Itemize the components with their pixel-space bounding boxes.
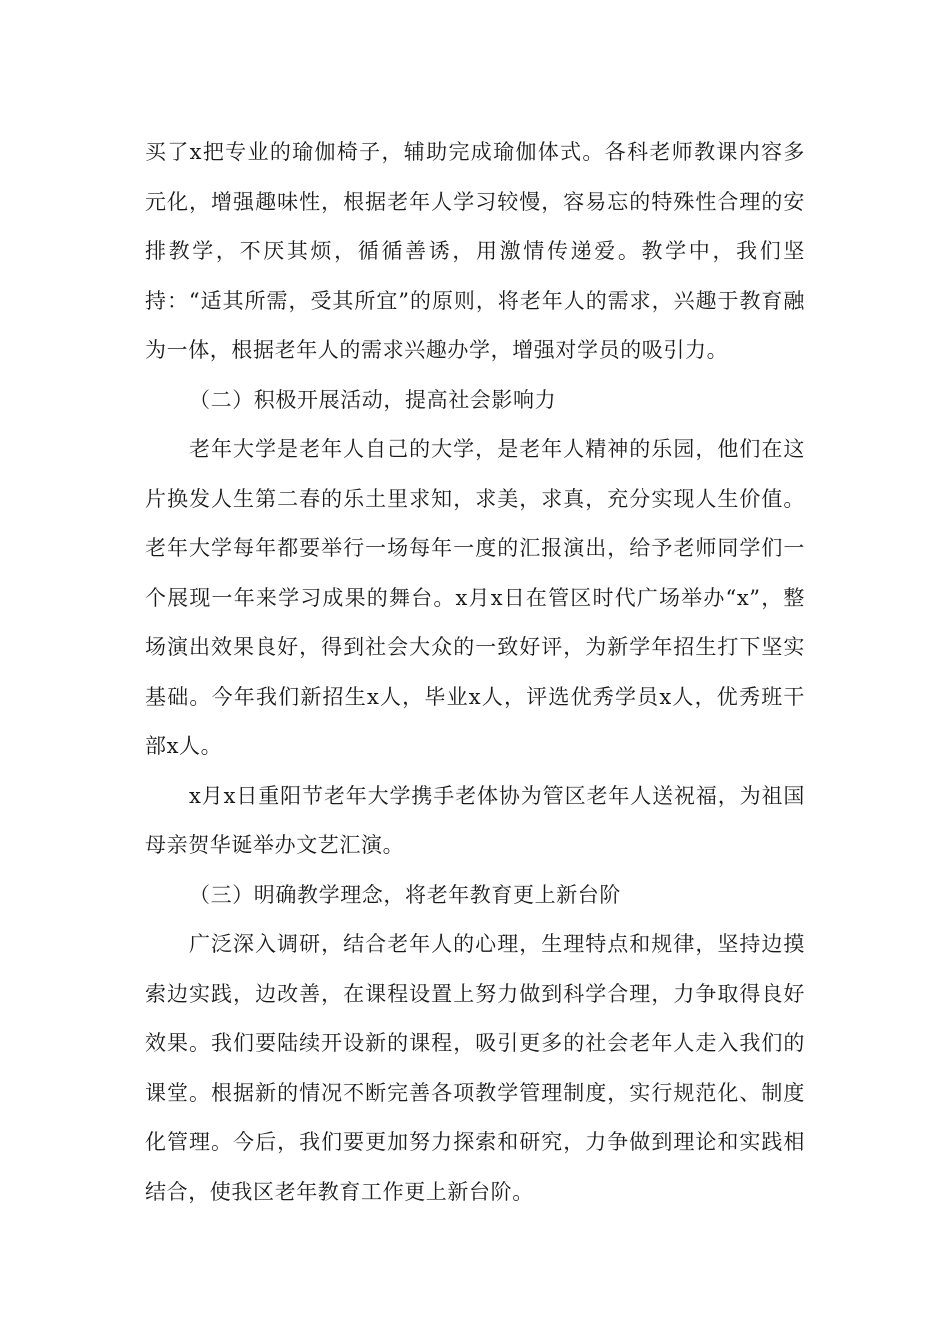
body-paragraph-3: x月x日重阳节老年大学携手老体协为管区老年人送祝福，为祖国母亲贺华诞举办文艺汇演。 <box>145 783 805 857</box>
body-paragraph-2: 老年大学是老年人自己的大学，是老年人精神的乐园，他们在这片换发人生第二春的乐土里求知，求美，求真，充分实现人生价值。老年大学每年都要举行一场每年一度的汇报演出，给予老师同学们一个展现一年来学习成果的舞台。x月x日在管区时代广场举办“x”，整场演出效果良好，得到社会大众的一致好评，为新学年招生打下坚实基础。今年我们新招生x人，毕业x人，评选优秀学员x人，优秀班干部x人。 <box>145 437 805 758</box>
section-heading-2: （二）积极开展活动，提高社会影响力 <box>189 387 557 412</box>
body-paragraph-4: 广泛深入调研，结合老年人的心理，生理特点和规律，坚持边摸索边实践，边改善，在课程设置上努力做到科学合理，力争取得良好效果。我们要陆续开设新的课程，吸引更多的社会老年人走入我们的课堂。根据新的情况不断完善各项教学管理制度，实行规范化、制度化管理。今后，我们要更加努力探索和研究，力争做到理论和实践相结合，使我区老年教育工作更上新台阶。 <box>145 932 805 1204</box>
document-page <box>145 128 805 1217</box>
section-heading-3: （三）明确教学理念，将老年教育更上新台阶 <box>189 882 621 907</box>
body-paragraph-1: 买了x把专业的瑜伽椅子，辅助完成瑜伽体式。各科老师教课内容多元化，增强趣味性，根据老年人学习较慢，容易忘的特殊性合理的安排教学，不厌其烦，循循善诱，用激情传递爱。教学中，我们坚持：“适其所需，受其所宜”的原则，将老年人的需求，兴趣于教育融为一体，根据老年人的需求兴趣办学，增强对学员的吸引力。 <box>145 140 805 362</box>
